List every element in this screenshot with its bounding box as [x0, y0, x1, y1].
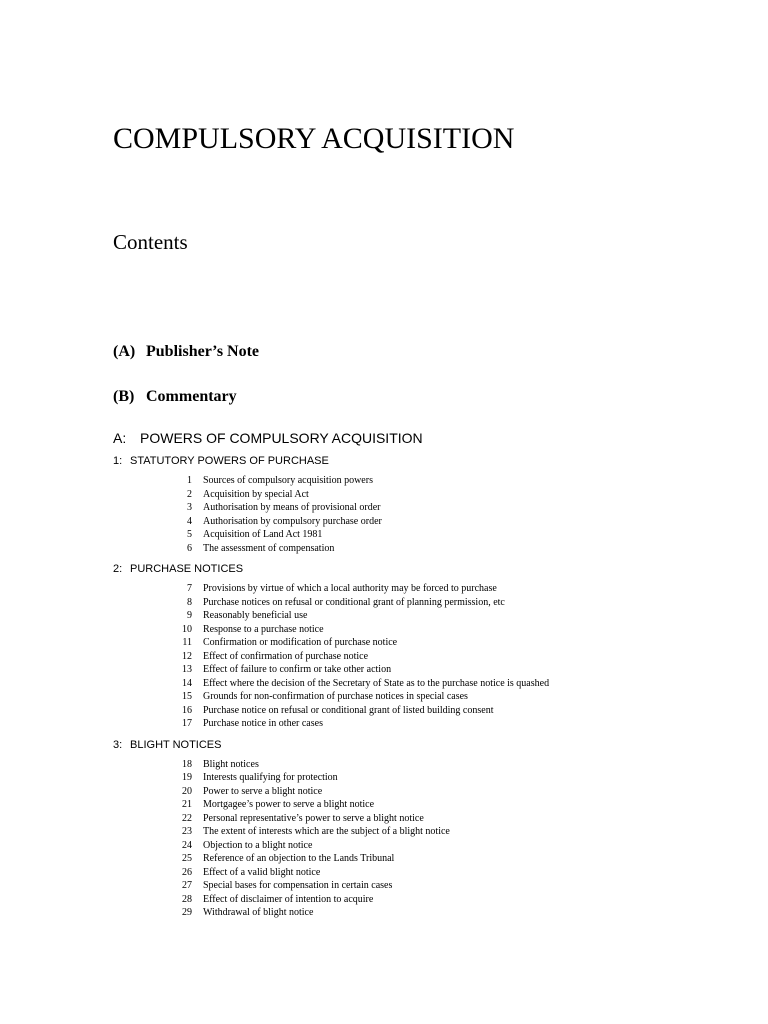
- entry-number: 23: [182, 826, 192, 837]
- entry-number: 7: [187, 583, 192, 594]
- chapter-title: STATUTORY POWERS OF PURCHASE: [130, 455, 329, 467]
- entry-text: The extent of interests which are the subject of a blight notice: [203, 826, 450, 837]
- part-heading-commentary: [113, 387, 237, 407]
- part-title: Commentary: [146, 388, 237, 405]
- entry-number-box: [113, 609, 203, 623]
- chapter-list: [113, 454, 753, 920]
- chapter-entries: [113, 474, 753, 555]
- entry-number-box: [113, 528, 203, 542]
- chapter-heading: [113, 454, 753, 468]
- section-heading: [113, 429, 753, 447]
- entry-number-box: [113, 596, 203, 610]
- entry-number-box: [113, 650, 203, 664]
- toc-entry[interactable]: [113, 515, 753, 529]
- entry-number-box: [113, 704, 203, 718]
- entry-text: Acquisition of Land Act 1981: [203, 529, 323, 540]
- toc-entry[interactable]: [113, 488, 753, 502]
- entry-text: Purchase notice on refusal or conditional grant of listed building consent: [203, 704, 494, 716]
- entry-text: Sources of compulsory acquisition powers: [203, 475, 373, 486]
- entry-number-box: [113, 582, 203, 596]
- part-label: (B): [113, 388, 135, 405]
- toc-entry[interactable]: [113, 528, 753, 542]
- entry-number-box: [113, 717, 203, 731]
- entry-text: Reference of an objection to the Lands Tribunal: [203, 853, 395, 864]
- entry-number-box: [113, 893, 203, 907]
- entry-number-box: [113, 758, 203, 772]
- entry-text: Confirmation or modification of purchase notice: [203, 637, 398, 648]
- entry-number: 21: [182, 799, 192, 810]
- entry-number: 11: [182, 637, 192, 648]
- part-heading-publishers-note: [113, 342, 259, 362]
- document-title: COMPULSORY ACQUISITION: [113, 122, 515, 155]
- entry-number: 16: [182, 704, 192, 716]
- entry-number: 3: [187, 502, 192, 513]
- toc-entry[interactable]: [113, 704, 753, 718]
- table-of-contents: [113, 429, 753, 920]
- entry-number: 6: [187, 542, 192, 554]
- entry-number: 20: [182, 785, 192, 797]
- chapter-title: PURCHASE NOTICES: [130, 563, 244, 575]
- entry-text: Blight notices: [203, 758, 259, 770]
- entry-number-box: [113, 663, 203, 677]
- toc-entry[interactable]: [113, 879, 753, 893]
- entry-number: 26: [182, 866, 192, 878]
- toc-entry[interactable]: [113, 663, 753, 677]
- entry-number: 19: [182, 772, 192, 783]
- entry-number: 24: [182, 839, 192, 851]
- entry-number: 27: [182, 880, 192, 891]
- entry-number-box: [113, 785, 203, 799]
- entry-text: Interests qualifying for protection: [203, 772, 338, 783]
- entry-number: 18: [182, 758, 192, 770]
- toc-entry[interactable]: [113, 623, 753, 637]
- toc-entry[interactable]: [113, 866, 753, 880]
- entry-number: 17: [182, 718, 192, 729]
- entry-text: Effect of a valid blight notice: [203, 866, 321, 878]
- entry-number: 2: [187, 488, 192, 500]
- toc-entry[interactable]: [113, 650, 753, 664]
- chapter-number: 2:: [113, 563, 123, 575]
- entry-number: 10: [182, 623, 192, 635]
- entry-text: Grounds for non-confirmation of purchase notices in special cases: [203, 691, 468, 702]
- entry-number: 22: [182, 812, 192, 824]
- entry-text: Provisions by virtue of which a local authority may be forced to purchase: [203, 583, 497, 594]
- entry-number-box: [113, 501, 203, 515]
- toc-entry[interactable]: [113, 893, 753, 907]
- part-label: (A): [113, 343, 136, 360]
- entry-text: Response to a purchase notice: [203, 623, 324, 635]
- entry-number: 25: [182, 853, 192, 864]
- entry-number: 9: [187, 610, 192, 621]
- toc-entry[interactable]: [113, 852, 753, 866]
- toc-entry[interactable]: [113, 839, 753, 853]
- toc-entry[interactable]: [113, 785, 753, 799]
- entry-text: Reasonably beneficial use: [203, 610, 308, 621]
- toc-entry[interactable]: [113, 798, 753, 812]
- entry-number-box: [113, 690, 203, 704]
- entry-number-box: [113, 542, 203, 556]
- toc-entry[interactable]: [113, 596, 753, 610]
- chapter-title: BLIGHT NOTICES: [130, 738, 222, 751]
- entry-text: Withdrawal of blight notice: [203, 907, 314, 918]
- entry-number-box: [113, 623, 203, 637]
- entry-number: 28: [182, 893, 192, 905]
- entry-number-box: [113, 798, 203, 812]
- entry-number-box: [113, 825, 203, 839]
- entry-text: Purchase notice in other cases: [203, 718, 323, 729]
- entry-text: Acquisition by special Act: [203, 488, 309, 500]
- toc-entry[interactable]: [113, 609, 753, 623]
- entry-text: Effect of disclaimer of intention to acquire: [203, 893, 374, 905]
- chapter-entries: [113, 758, 753, 920]
- toc-entry[interactable]: [113, 542, 753, 556]
- toc-entry[interactable]: [113, 812, 753, 826]
- entry-text: The assessment of compensation: [203, 542, 335, 554]
- entry-number-box: [113, 839, 203, 853]
- entry-number: 12: [182, 650, 192, 662]
- entry-number: 8: [187, 596, 192, 608]
- entry-number-box: [113, 771, 203, 785]
- entry-number: 29: [182, 907, 192, 918]
- entry-text: Power to serve a blight notice: [203, 785, 323, 797]
- toc-entry[interactable]: [113, 771, 753, 785]
- entry-text: Special bases for compensation in certain cases: [203, 880, 393, 891]
- toc-entry[interactable]: [113, 906, 753, 920]
- toc-entry[interactable]: [113, 758, 753, 772]
- entry-number-box: [113, 515, 203, 529]
- entry-number: 1: [187, 475, 192, 486]
- entry-number-box: [113, 906, 203, 920]
- chapter-heading: [113, 738, 753, 752]
- toc-entry[interactable]: [113, 825, 753, 839]
- chapter-heading: [113, 562, 753, 576]
- entry-number: 14: [182, 677, 192, 689]
- toc-entry[interactable]: [113, 677, 753, 691]
- entry-number-box: [113, 866, 203, 880]
- section-title: POWERS OF COMPULSORY ACQUISITION: [140, 430, 423, 446]
- chapter-number: 3:: [113, 738, 123, 751]
- entry-text: Objection to a blight notice: [203, 839, 313, 851]
- toc-entry[interactable]: [113, 582, 753, 596]
- entry-text: Authorisation by compulsory purchase order: [203, 515, 382, 527]
- entry-text: Authorisation by means of provisional order: [203, 502, 381, 513]
- entry-text: Personal representative’s power to serve a blight notice: [203, 812, 424, 824]
- entry-text: Effect of failure to confirm or take other action: [203, 664, 392, 675]
- entry-number-box: [113, 636, 203, 650]
- section-letter: A:: [113, 430, 127, 446]
- entry-number: 13: [182, 664, 192, 675]
- toc-entry[interactable]: [113, 474, 753, 488]
- entry-number: 4: [187, 515, 192, 527]
- chapter-number: 1:: [113, 455, 123, 467]
- entry-number-box: [113, 852, 203, 866]
- part-title: Publisher’s Note: [146, 343, 260, 360]
- entry-text: Purchase notices on refusal or conditional grant of planning permission, etc: [203, 596, 505, 608]
- entry-number: 5: [187, 529, 192, 540]
- entry-number-box: [113, 488, 203, 502]
- toc-entry[interactable]: [113, 690, 753, 704]
- entry-text: Mortgagee’s power to serve a blight notice: [203, 799, 375, 810]
- chapter-entries: [113, 582, 753, 731]
- entry-number-box: [113, 879, 203, 893]
- entry-number-box: [113, 677, 203, 691]
- toc-entry[interactable]: [113, 717, 753, 731]
- entry-number-box: [113, 812, 203, 826]
- toc-entry[interactable]: [113, 501, 753, 515]
- entry-text: Effect of confirmation of purchase notice: [203, 650, 369, 662]
- toc-entry[interactable]: [113, 636, 753, 650]
- entry-number: 15: [182, 691, 192, 702]
- entry-number-box: [113, 474, 203, 488]
- contents-heading: Contents: [113, 230, 188, 254]
- entry-text: Effect where the decision of the Secretary of State as to the purchase notice is quashed: [203, 677, 550, 689]
